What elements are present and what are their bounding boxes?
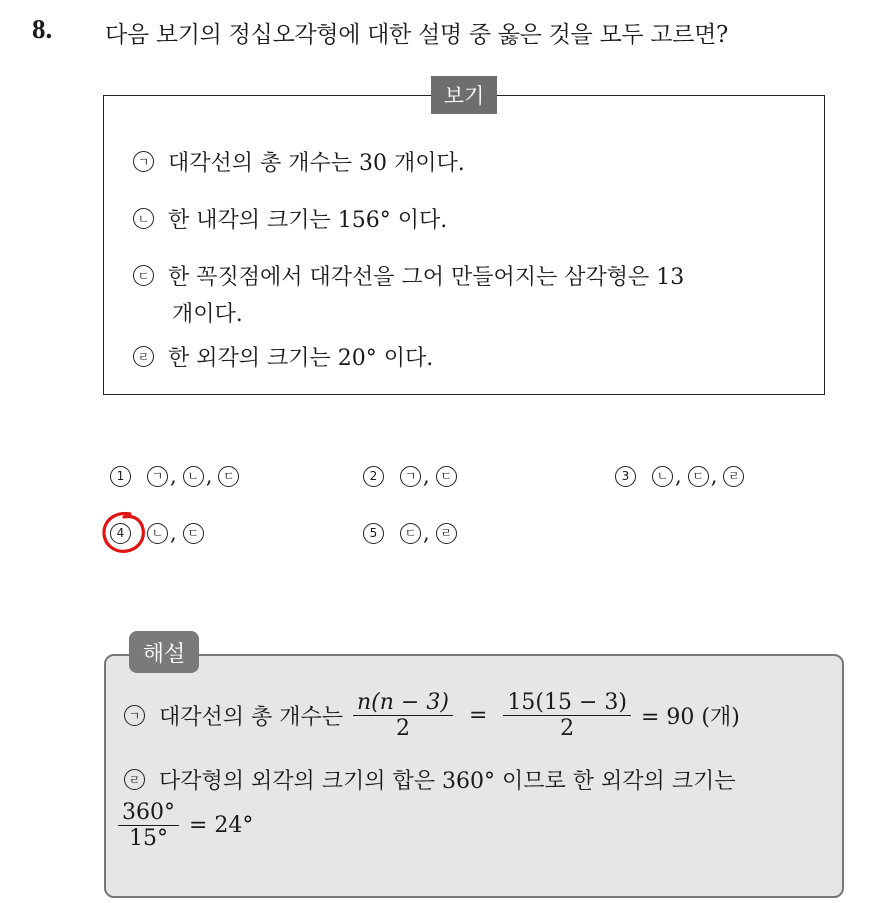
choice-3[interactable]: 3 ㄴ , ㄷ , ㄹ — [615, 464, 744, 488]
choice-option: ㄱ — [147, 466, 168, 487]
bogi-marker: ㄱ — [133, 151, 154, 172]
choice-4[interactable]: 4 ㄴ , ㄷ — [110, 521, 204, 545]
bogi-item-3 — [133, 260, 684, 291]
question-text: 다음 보기의 정십오각형에 대한 설명 중 옳은 것을 모두 고르면? — [105, 22, 729, 48]
solution-line-2-text: 다각형의 외각의 크기의 합은 360° 이므로 한 외각의 크기는 — [159, 769, 736, 794]
choice-number: 1 — [110, 466, 131, 487]
bogi-marker: ㄹ — [133, 346, 154, 367]
choice-option: ㄴ — [652, 466, 673, 487]
choice-5[interactable]: 5 ㄷ , ㄹ — [363, 521, 457, 545]
bogi-item-1 — [133, 146, 465, 177]
choice-number: 2 — [363, 466, 384, 487]
choice-option: ㄷ — [183, 523, 204, 544]
bogi-item-2 — [133, 203, 447, 234]
choice-option: ㄱ — [400, 466, 421, 487]
fraction-diagonal-value — [503, 690, 631, 742]
solution-marker: ㄹ — [124, 769, 145, 790]
solution-marker: ㄱ — [124, 705, 145, 726]
solution-line-2 — [124, 764, 735, 795]
choice-option: ㄹ — [723, 466, 744, 487]
choice-number: 4 — [110, 523, 131, 544]
choice-number: 3 — [615, 466, 636, 487]
solution-line-3-result: = 24° — [189, 813, 254, 839]
equals-sign: = — [468, 703, 488, 729]
bogi-item-text: 한 꼭짓점에서 대각선을 그어 만들어지는 삼각형은 13 — [168, 265, 685, 290]
question-number: 8. — [32, 14, 53, 44]
choice-2[interactable]: 2 ㄱ , ㄷ — [363, 464, 457, 488]
choice-1[interactable]: 1 ㄱ , ㄴ , ㄷ — [110, 464, 239, 488]
bogi-item-text: 한 내각의 크기는 156° 이다. — [168, 208, 448, 233]
choice-option: ㄷ — [400, 523, 421, 544]
solution-line-3 — [118, 800, 253, 852]
bogi-item-3-continuation: 개이다. — [172, 302, 243, 327]
solution-line-1-lead: 대각선의 총 개수는 — [159, 705, 344, 731]
bogi-item-text: 한 외각의 크기는 20° 이다. — [168, 346, 434, 371]
solution-line-1-result: = 90 (개) — [640, 705, 740, 731]
fraction-denominator: 2 — [560, 716, 575, 742]
choice-number: 5 — [363, 523, 384, 544]
fraction-numerator: 360° — [118, 800, 179, 826]
choice-option: ㄷ — [688, 466, 709, 487]
solution-line-1 — [124, 690, 740, 742]
solution-label: 해설 — [129, 631, 199, 673]
choice-option: ㄷ — [436, 466, 457, 487]
choice-option: ㄴ — [183, 466, 204, 487]
bogi-item-text: 대각선의 총 개수는 30 개이다. — [168, 151, 465, 176]
choice-option: ㄴ — [147, 523, 168, 544]
choice-option: ㄷ — [218, 466, 239, 487]
fraction-denominator: 2 — [395, 716, 410, 742]
choice-option: ㄹ — [436, 523, 457, 544]
fraction-diagonal-formula — [353, 690, 453, 742]
fraction-exterior-angle — [118, 800, 179, 852]
bogi-marker: ㄴ — [133, 208, 154, 229]
fraction-numerator: n(n − 3) — [353, 690, 453, 716]
fraction-denominator: 15° — [129, 826, 168, 852]
answer-mark-circle — [100, 510, 148, 556]
bogi-marker: ㄷ — [133, 265, 154, 286]
bogi-item-4 — [133, 341, 433, 372]
fraction-numerator: 15(15 − 3) — [503, 690, 631, 716]
bogi-label: 보기 — [431, 76, 497, 114]
